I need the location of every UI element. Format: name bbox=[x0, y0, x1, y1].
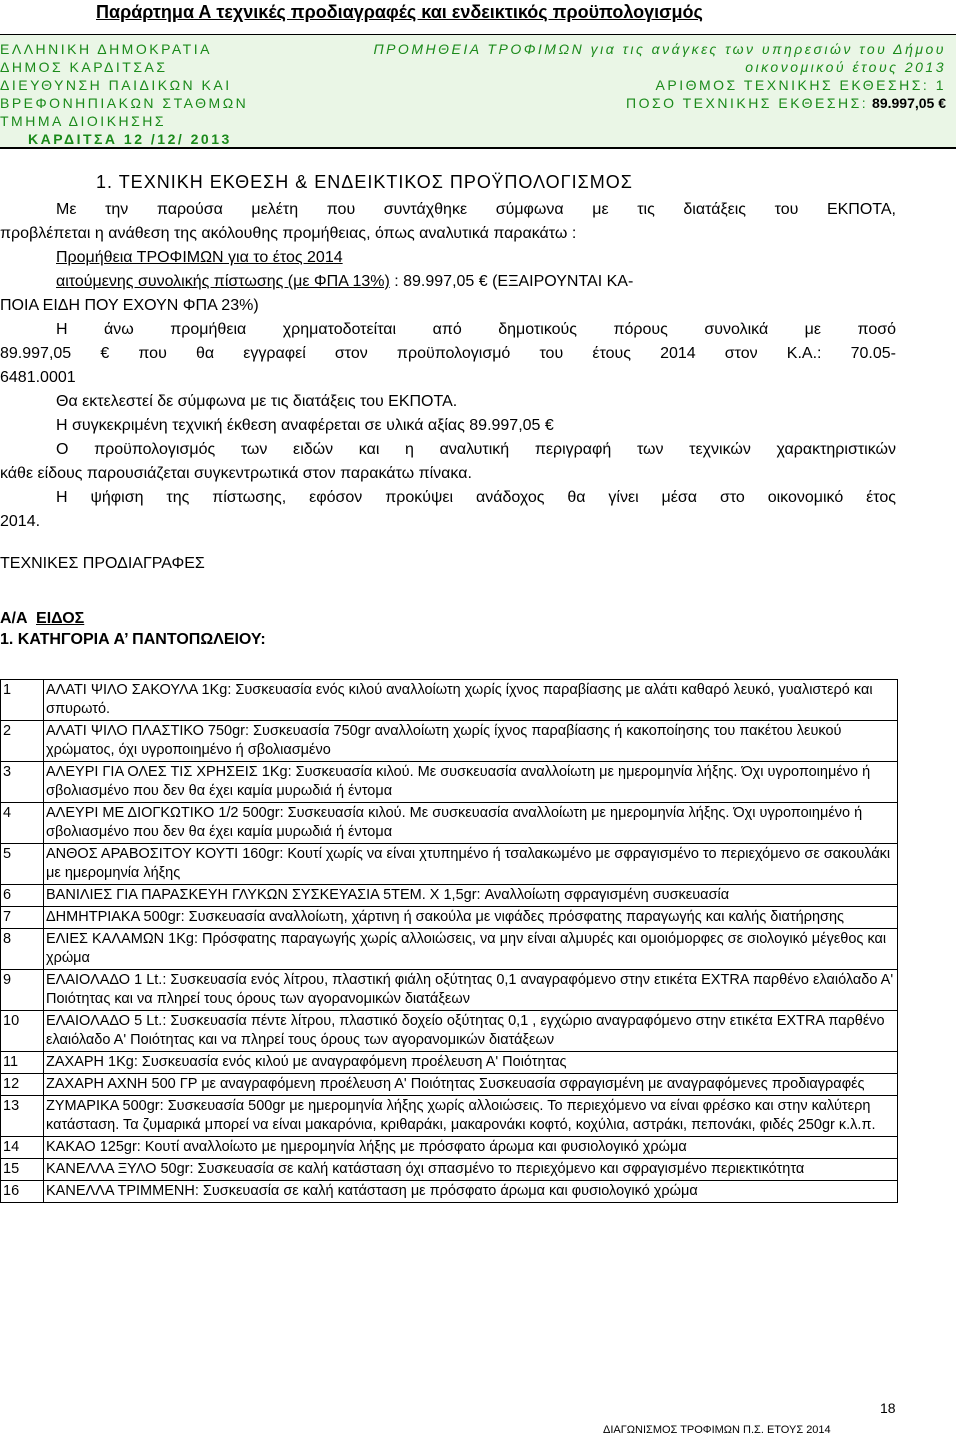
para-line: ΠΟΙΑ ΕΙΔΗ ΠΟΥ ΕΧΟΥΝ ΦΠΑ 23%) bbox=[0, 297, 259, 314]
header-left-line: ΤΜΗΜΑ ΔΙΟΙΚΗΣΗΣ bbox=[0, 113, 167, 129]
para-line-underlined: αιτούμενης συνολικής πίστωσης (με ΦΠΑ 13%) bbox=[56, 273, 390, 290]
item-description: ΑΝΘΟΣ ΑΡΑΒΟΣΙΤΟΥ ΚΟΥΤΙ 160gr: Κουτί χωρίς να είναι χτυπημένο ή τσαλακωμένο με σφραγισμένο το περιεχόμενο σε σακουλάκι με ημερομηνία λήξης bbox=[44, 844, 898, 885]
item-description: ΒΑΝΙΛΙΕΣ ΓΙΑ ΠΑΡΑΣΚΕΥΗ ΓΛΥΚΩΝ ΣΥΣΚΕΥΑΣΙΑ 5ΤΕΜ. Χ 1,5gr: Αναλλοίωτη σφραγισμένη συσκευασία bbox=[44, 885, 898, 907]
item-description: ΚΑΝΕΛΛΑ ΤΡΙΜΜΕΝΗ: Συσκευασία σε καλή κατάσταση με πρόσφατο άρωμα και φυσιολογικό χρώμα bbox=[44, 1181, 898, 1203]
table-row bbox=[1, 1159, 898, 1181]
item-description: ΔΗΜΗΤΡΙΑΚΑ 500gr: Συσκευασία αναλλοίωτη, χάρτινη ή σακούλα με νιφάδες πρόσφατης παραγωγής και καλής διατήρησης bbox=[44, 907, 898, 929]
item-description: ΕΛΑΙΟΛΑΔΟ 5 Lt.: Συσκευασία πέντε λίτρου, πλαστικό δοχείο οξύτητας 0,1 , εγχώριο αναγραφόμενο στην ετικέτα EXTRA παρθένο ελαιόλαδο Α' Ποιότητας και να πληρεί τους όρους των αγορανομικών διατάξεων bbox=[44, 1011, 898, 1052]
table-row bbox=[1, 1096, 898, 1137]
item-description: ΖΑΧΑΡΗ ΑΧΝΗ 500 ΓΡ με αναγραφόμενη προέλευση Α' Ποιότητας Συσκευασία σφραγισμένη με αναγραφόμενες προδιαγραφές bbox=[44, 1074, 898, 1096]
header-left-line: ΔΙΕΥΘΥΝΣΗ ΠΑΙΔΙΚΩΝ ΚΑΙ bbox=[0, 77, 232, 93]
item-description: ΖΥΜΑΡΙΚΑ 500gr: Συσκευασία 500gr με ημερομηνία λήξης χωρίς αλλοιώσεις. Το περιεχόμενο να είναι φρέσκο και στην καλύτερη κατάσταση. Τα ζυμαρικά μπορεί να είναι μακαρόνια, κριθαράκι, μακαρονάκι κοφτό, κοχύλια, αστράκι, πεπονάκι, φιδές 250gr κ.λ.π. bbox=[44, 1096, 898, 1137]
table-row bbox=[1, 1011, 898, 1052]
item-number: 9 bbox=[1, 970, 44, 1011]
item-number: 11 bbox=[1, 1052, 44, 1074]
page-title: Παράρτημα Α τεχνικές προδιαγραφές και ενδεικτικός προϋπολογισμός bbox=[96, 2, 703, 22]
para-line: : 89.997,05 € (ΕΞΑΙΡΟΥΝΤΑΙ ΚΑ- bbox=[389, 273, 634, 290]
category-title: 1. ΚΑΤΗΓΟΡΙΑ Α’ ΠΑΝΤΟΠΩΛΕΙΟΥ: bbox=[0, 631, 266, 648]
item-number: 4 bbox=[1, 803, 44, 844]
table-row bbox=[1, 1137, 898, 1159]
table-row bbox=[1, 721, 898, 762]
table-row bbox=[1, 929, 898, 970]
item-description: ΑΛΕΥΡΙ ΓΙΑ ΟΛΕΣ ΤΙΣ ΧΡΗΣΕΙΣ 1Kg: Συσκευασία κιλού. Με συσκευασία αναλλοίωτη με ημερομηνία λήξης. Όχι υγροποιημένο ή σβολιασμένο που δεν θα έχει καμία μυρωδιά ή έντομα bbox=[44, 762, 898, 803]
header-left-line: ΒΡΕΦΟΝΗΠΙΑΚΩΝ ΣΤΑΘΜΩΝ bbox=[0, 95, 249, 111]
table-row bbox=[1, 803, 898, 844]
header-amount-value: 89.997,05 € bbox=[872, 95, 946, 111]
item-number: 16 bbox=[1, 1181, 44, 1203]
header-left-line: ΕΛΛΗΝΙΚΗ ΔΗΜΟΚΡΑΤΙΑ bbox=[0, 41, 212, 57]
footer-text: ΔΙΑΓΩΝΙΣΜΟΣ ΤΡΟΦΙΜΩΝ Π.Σ. ΕΤΟΥΣ 2014 bbox=[603, 1424, 831, 1436]
table-header bbox=[0, 610, 84, 628]
header-right-line3: ΑΡΙΘΜΟΣ ΤΕΧΝΙΚΗΣ ΕΚΘΕΣΗΣ: 1 bbox=[655, 77, 946, 93]
item-description: ΑΛΑΤΙ ΨΙΛΟ ΠΛΑΣΤΙΚΟ 750gr: Συσκευασία 750gr αναλλοίωτη χωρίς ίχνος παραβίασης ή κακοποίησης του πακέτου λευκού χρώματος, όχι υγροποιημένο ή σβολιασμένο bbox=[44, 721, 898, 762]
item-description: ΑΛΕΥΡΙ ΜΕ ΔΙΟΓΚΩΤΙΚΟ 1/2 500gr: Συσκευασία κιλού. Με συσκευασία αναλλοίωτη με ημερομηνία λήξης. Όχι υγροποιημένο ή σβολιασμένο που δεν θα έχει καμία μυρωδιά ή έντομα bbox=[44, 803, 898, 844]
table-row bbox=[1, 907, 898, 929]
table-row bbox=[1, 762, 898, 803]
table-row bbox=[1, 1052, 898, 1074]
header-right-line2: οικονομικού έτους 2013 bbox=[745, 59, 946, 75]
items-table bbox=[0, 679, 898, 1203]
item-description: ΕΛΙΕΣ ΚΑΛΑΜΩΝ 1Kg: Πρόσφατης παραγωγής χωρίς αλλοιώσεις, να μην είναι αλμυρές και ομοιόμορφες σε σιολογικό μέγεθος και χρώμα bbox=[44, 929, 898, 970]
item-number: 12 bbox=[1, 1074, 44, 1096]
header-amount-label: ΠΟΣΟ ΤΕΧΝΙΚΗΣ ΕΚΘΕΣΗΣ: bbox=[625, 95, 869, 111]
item-number: 2 bbox=[1, 721, 44, 762]
item-number: 10 bbox=[1, 1011, 44, 1052]
header-eidos: ΕΙΔΟΣ bbox=[36, 610, 85, 627]
para-line: προβλέπεται η ανάθεση της ακόλουθης προμήθειας, όπως αναλυτικά παρακάτω : bbox=[0, 225, 577, 242]
header-date: ΚΑΡΔΙΤΣΑ 12 /12/ 2013 bbox=[28, 131, 232, 147]
item-number: 1 bbox=[1, 680, 44, 721]
para-line: 2014. bbox=[0, 513, 41, 530]
header-right bbox=[373, 40, 946, 112]
para-line: Θα εκτελεστεί δε σύμφωνα με τις διατάξεις του ΕΚΠΟΤΑ. bbox=[56, 393, 458, 410]
header-aa: Α/Α bbox=[0, 610, 28, 627]
table-row bbox=[1, 680, 898, 721]
item-description: ΚΑΚΑΟ 125gr: Κουτί αναλλοίωτο με ημερομηνία λήξης με πρόσφατο άρωμα και φυσιολογικό χρώμα bbox=[44, 1137, 898, 1159]
item-description: ΚΑΝΕΛΛΑ ΞΥΛΟ 50gr: Συσκευασία σε καλή κατάσταση όχι σπασμένο το περιεχόμενο και σφραγισμένο περιεκτικότητα bbox=[44, 1159, 898, 1181]
para-line-underlined: Προμήθεια ΤΡΟΦΙΜΩΝ για το έτος 2014 bbox=[56, 249, 343, 266]
table-row bbox=[1, 844, 898, 885]
item-description: ΖΑΧΑΡΗ 1Kg: Συσκευασία ενός κιλού με αναγραφόμενη προέλευση Α' Ποιότητας bbox=[44, 1052, 898, 1074]
table-row bbox=[1, 1074, 898, 1096]
para-line: κάθε είδους παρουσιάζεται συγκεντρωτικά στον παρακάτω πίνακα. bbox=[0, 465, 472, 482]
header-left bbox=[0, 40, 248, 148]
item-number: 13 bbox=[1, 1096, 44, 1137]
para-line: Με την παρούσα μελέτη που συντάχθηκε σύμφωνα με τις διατάξεις του ΕΚΠΟΤΑ, bbox=[56, 201, 896, 218]
item-number: 6 bbox=[1, 885, 44, 907]
table-row bbox=[1, 1181, 898, 1203]
page-number: 18 bbox=[880, 1400, 896, 1416]
item-number: 15 bbox=[1, 1159, 44, 1181]
header-right-line1: ΠΡΟΜΗΘΕΙΑ ΤΡΟΦΙΜΩΝ για τις ανάγκες των υπηρεσιών του Δήμου bbox=[373, 41, 946, 57]
item-number: 7 bbox=[1, 907, 44, 929]
table-row bbox=[1, 885, 898, 907]
item-description: ΕΛΑΙΟΛΑΔΟ 1 Lt.: Συσκευασία ενός λίτρου, πλαστική φιάλη οξύτητας 0,1 αναγραφόμενο στην ετικέτα EXTRA παρθένο ελαιόλαδο Α' Ποιότητας και να πληρεί τους όρους των αγορανομικών διατάξεων bbox=[44, 970, 898, 1011]
table-row bbox=[1, 970, 898, 1011]
para-line: 6481.0001 bbox=[0, 369, 76, 386]
para-line: Η ψήφιση της πίστωσης, εφόσον προκύψει ανάδοχος θα γίνει μέσα στο οικονομικό έτος bbox=[56, 489, 896, 506]
header-left-line: ΔΗΜΟΣ ΚΑΡΔΙΤΣΑΣ bbox=[0, 59, 168, 75]
item-number: 8 bbox=[1, 929, 44, 970]
item-number: 14 bbox=[1, 1137, 44, 1159]
header-box bbox=[0, 34, 956, 149]
item-number: 3 bbox=[1, 762, 44, 803]
section-heading: 1. ΤΕΧΝΙΚΗ ΕΚΘΕΣΗ & ΕΝΔΕΙΚΤΙΚΟΣ ΠΡΟΫΠΟΛΟΓΙΣΜΟΣ bbox=[96, 172, 633, 192]
tech-specs-title: ΤΕΧΝΙΚΕΣ ΠΡΟΔΙΑΓΡΑΦΕΣ bbox=[0, 555, 205, 572]
item-number: 5 bbox=[1, 844, 44, 885]
para-line: 89.997,05 € που θα εγγραφεί στον προϋπολογισμό του έτους 2014 στον Κ.Α.: 70.05- bbox=[0, 345, 896, 362]
para-line: Η άνω προμήθεια χρηματοδοτείται από δημοτικούς πόρους συνολικά με ποσό bbox=[56, 321, 896, 338]
item-description: ΑΛΑΤΙ ΨΙΛΟ ΣΑΚΟΥΛΑ 1Kg: Συσκευασία ενός κιλού αναλλοίωτη χωρίς ίχνος παραβίασης με αλάτι καθαρό λευκό, γυαλιστερό και σπυρωτό. bbox=[44, 680, 898, 721]
para-line: Ο προϋπολογισμός των ειδών και η αναλυτική περιγραφή των τεχνικών χαρακτηριστικών bbox=[56, 441, 896, 458]
para-line: Η συγκεκριμένη τεχνική έκθεση αναφέρεται σε υλικά αξίας 89.997,05 € bbox=[56, 417, 554, 434]
